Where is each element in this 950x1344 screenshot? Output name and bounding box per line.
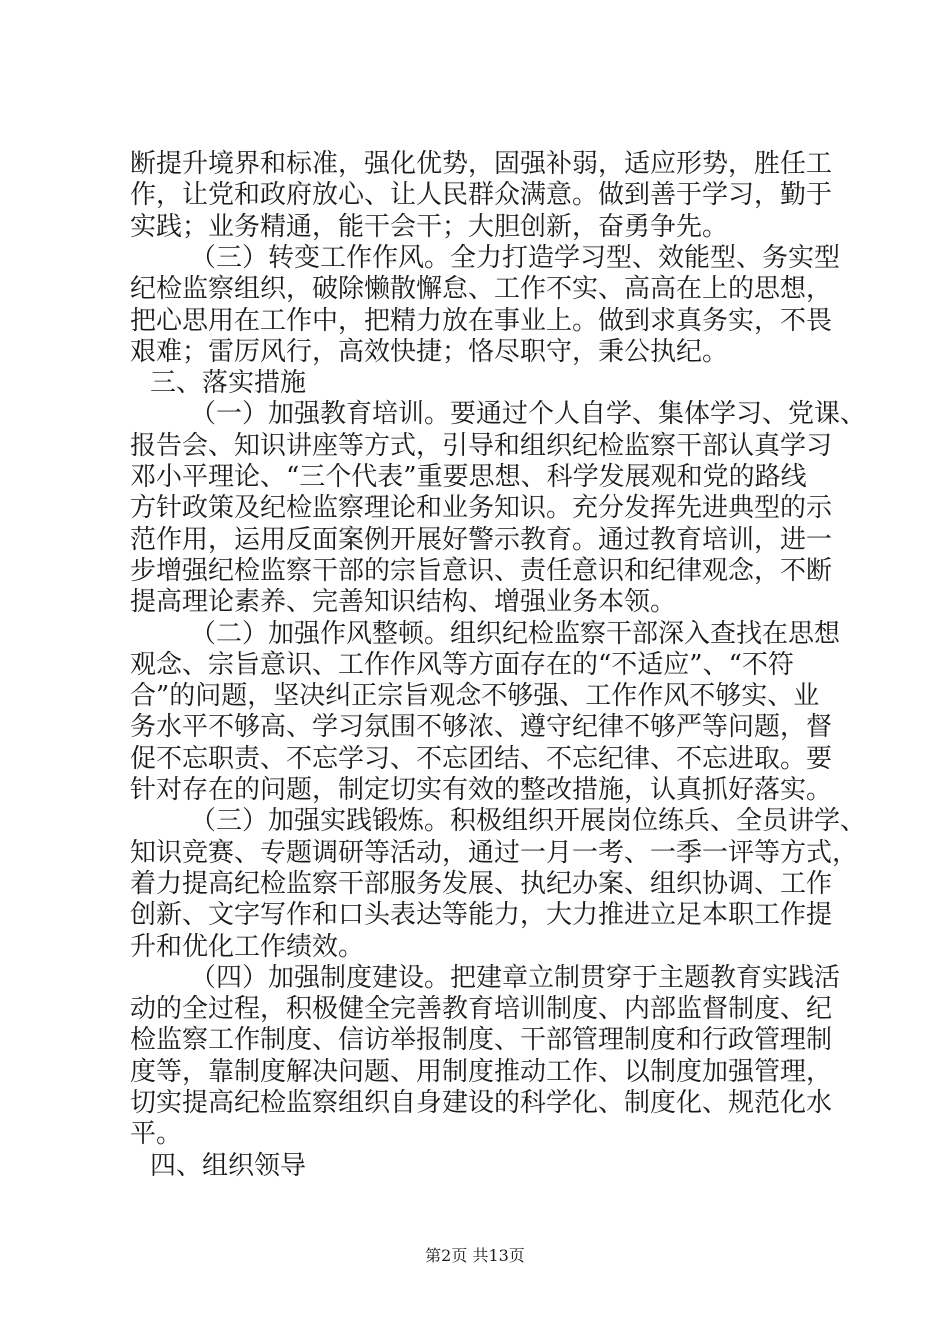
text-line: （一）加强教育培训。要通过个人自学、集体学习、党课、 (190, 399, 867, 430)
text-line: 创新、文字写作和口头表达等能力，大力推进立足本职工作提 (130, 900, 833, 931)
text-line: 三、落实措施 (150, 368, 307, 399)
text-line: （二）加强作风整顿。组织纪检监察干部深入查找在思想 (190, 618, 841, 649)
text-line: 观念、宗旨意识、工作作风等方面存在的“不适应”、“不符 (130, 649, 794, 680)
text-line: 作，让党和政府放心、让人民群众满意。做到善于学习，勤于 (130, 180, 833, 211)
text-line: 断提升境界和标准，强化优势，固强补弱，适应形势，胜任工 (130, 149, 833, 179)
page-footer: 第2页 共13页 (425, 1246, 525, 1265)
text-line: 度等，靠制度解决问题、用制度推动工作、以制度加强管理， (130, 1056, 833, 1087)
text-line: 促不忘职责、不忘学习、不忘团结、不忘纪律、不忘进取。要 (130, 743, 833, 774)
text-line: 步增强纪检监察干部的宗旨意识、责任意识和纪律观念，不断 (130, 555, 833, 586)
text-line: 方针政策及纪检监察理论和业务知识。充分发挥先进典型的示 (130, 493, 833, 524)
text-line: 针对存在的问题，制定切实有效的整改措施，认真抓好落实。 (130, 775, 833, 805)
text-line: 动的全过程，积极健全完善教育培训制度、内部监督制度、纪 (130, 994, 833, 1025)
text-line: 知识竞赛、专题调研等活动，通过一月一考、一季一评等方式， (130, 837, 859, 868)
text-line: 平。 (130, 1119, 183, 1150)
text-line: （三）加强实践锻炼。积极组织开展岗位练兵、全员讲学、 (190, 806, 867, 837)
text-line: 纪检监察组织，破除懒散懈怠、工作不实、高高在上的思想， (130, 274, 833, 305)
text-line: 务水平不够高、学习氛围不够浓、遵守纪律不够严等问题，督 (130, 712, 833, 743)
text-line: 提高理论素养、完善知识结构、增强业务本领。 (130, 587, 677, 618)
text-line: 四、组织领导 (150, 1150, 307, 1181)
text-line: 升和优化工作绩效。 (130, 931, 365, 962)
text-line: 合”的问题，坚决纠正宗旨观念不够强、工作作风不够实、业 (130, 681, 820, 712)
text-line: 艰难；雷厉风行，高效快捷；恪尽职守，秉公执纪。 (130, 336, 729, 367)
text-line: 切实提高纪检监察组织自身建设的科学化、制度化、规范化水 (130, 1088, 833, 1118)
text-line: 邓小平理论、“三个代表”重要思想、科学发展观和党的路线 (130, 462, 807, 492)
text-line: 报告会、知识讲座等方式，引导和组织纪检监察干部认真学习 (130, 430, 833, 461)
text-line: 检监察工作制度、信访举报制度、干部管理制度和行政管理制 (130, 1025, 833, 1056)
text-line: （四）加强制度建设。把建章立制贯穿于主题教育实践活 (190, 962, 841, 993)
text-line: 把心思用在工作中，把精力放在事业上。做到求真务实，不畏 (130, 305, 833, 336)
text-line: 范作用，运用反面案例开展好警示教育。通过教育培训，进一 (130, 524, 833, 555)
text-line: 实践；业务精通，能干会干；大胆创新，奋勇争先。 (130, 211, 729, 242)
text-line: 着力提高纪检监察干部服务发展、执纪办案、组织协调、工作 (130, 868, 833, 899)
text-line: （三）转变工作作风。全力打造学习型、效能型、务实型 (190, 242, 841, 273)
